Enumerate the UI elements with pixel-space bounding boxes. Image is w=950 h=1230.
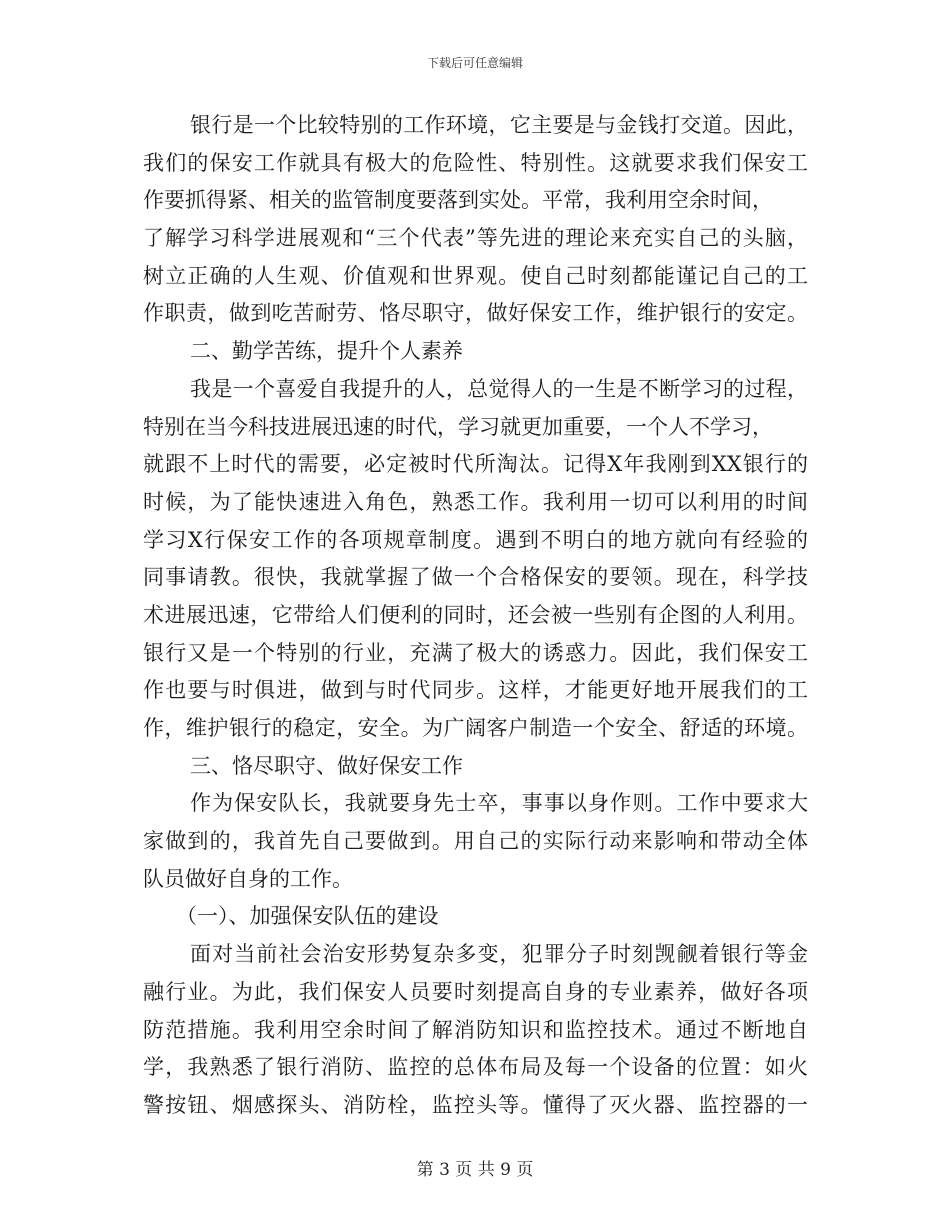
page-header: 下载后可任意编辑 xyxy=(426,56,523,70)
text-line: 树立正确的人生观、价值观和世界观。使自己时刻都能谨记自己的工 xyxy=(143,263,808,288)
text-line: （一）、加强保安队伍的建设 xyxy=(176,904,439,929)
text-line: 家做到的，我首先自己要做到。用自己的实际行动来影响和带动全体 xyxy=(143,829,808,854)
text-line: 术进展迅速，它带给人们便利的同时，还会被一些别有企图的人利用。 xyxy=(143,602,808,627)
text-line: 学习X行保安工作的各项规章制度。遇到不明白的地方就向有经验的 xyxy=(143,527,808,552)
text-line: 面对当前社会治安形势复杂多变，犯罪分子时刻觊觎着银行等金 xyxy=(190,942,808,967)
text-line: 队员做好自身的工作。 xyxy=(143,866,353,891)
text-line: 同事请教。很快，我就掌握了做一个合格保安的要领。现在，科学技 xyxy=(143,565,808,590)
text-line: 学，我熟悉了银行消防、监控的总体布局及每一个设备的位置：如火 xyxy=(143,1055,808,1080)
text-line: 作，维护银行的稳定，安全。为广阔客户制造一个安全、舒适的环境。 xyxy=(143,716,808,740)
text-line: 警按钮、烟感探头、消防栓，监控头等。懂得了灭火器、监控器的一 xyxy=(143,1092,808,1117)
text-line: 二、勤学苦练，提升个人素养 xyxy=(190,339,463,364)
text-line: 我们的保安工作就具有极大的危险性、特别性。这就要求我们保安工 xyxy=(143,150,808,175)
text-line: 了解学习科学进展观和“三个代表”等先进的理论来充实自己的头脑， xyxy=(143,226,808,251)
text-line: 作也要与时俱进，做到与时代同步。这样，才能更好地开展我们的工 xyxy=(143,678,808,703)
text-line: 三、恪尽职守、做好保安工作 xyxy=(190,753,463,778)
text-line: 作要抓得紧、相关的监管制度要落到实处。平常，我利用空余时间， xyxy=(143,188,773,213)
text-line: 作为保安队长，我就要身先士卒，事事以身作则。工作中要求大 xyxy=(190,791,808,816)
text-line: 银行是一个比较特别的工作环境，它主要是与金钱打交道。因此， xyxy=(190,113,808,137)
text-line: 特别在当今科技进展迅速的时代，学习就更加重要，一个人不学习， xyxy=(143,414,773,439)
page-footer: 第 3 页 共 9 页 xyxy=(416,1160,534,1180)
text-line: 我是一个喜爱自我提升的人，总觉得人的一生是不断学习的过程， xyxy=(190,376,808,401)
text-line: 防范措施。我利用空余时间了解消防知识和监控技术。通过不断地自 xyxy=(143,1017,808,1042)
document-body xyxy=(143,107,808,1125)
text-line: 作职责，做到吃苦耐劳、恪尽职守，做好保安工作，维护银行的安定。 xyxy=(143,301,808,326)
text-line: 融行业。为此，我们保安人员要时刻提高自身的专业素养，做好各项 xyxy=(143,979,808,1004)
text-line: 就跟不上时代的需要，必定被时代所淘汰。记得X年我刚到XX银行的 xyxy=(143,452,808,477)
text-line: 银行又是一个特别的行业，充满了极大的诱惑力。因此，我们保安工 xyxy=(143,640,808,665)
text-line: 时候，为了能快速进入角色，熟悉工作。我利用一切可以利用的时间 xyxy=(143,489,808,514)
